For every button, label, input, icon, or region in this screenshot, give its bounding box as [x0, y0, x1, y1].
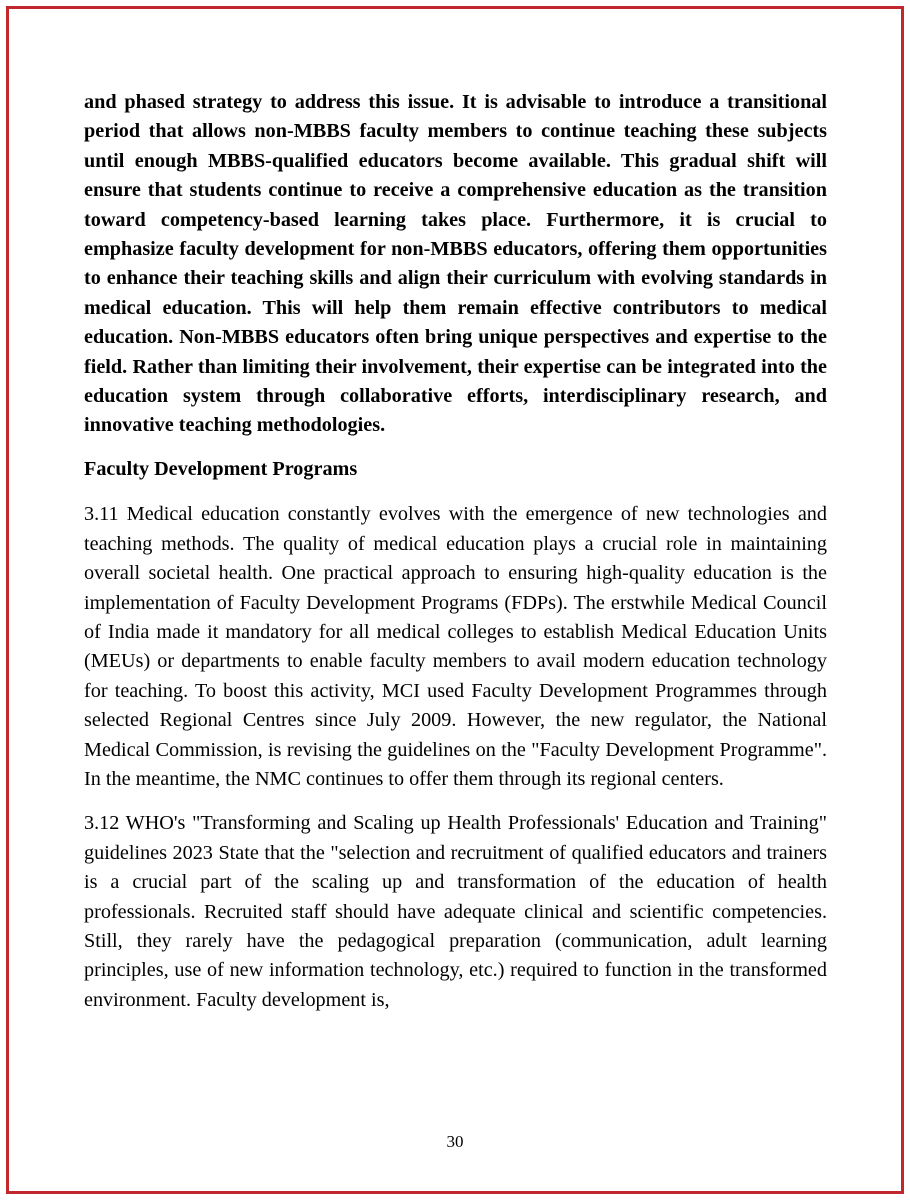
paragraph-3-12: 3.12 WHO's "Transforming and Scaling up Health Professionals' Education and Training" guidelines 2023 State that the "selection and recruitment of qualified educators and trainers is a crucial part of the scaling up and transformation of the education of health professionals. Recruited staff should have adequate clinical and scientific competencies. Still, they rarely have the pedagogical preparation (communication, adult learning principles, use of new information technology, etc.) required to function in the transformed environment. Faculty development is,	[84, 812, 827, 1011]
intro-paragraph: and phased strategy to address this issue. It is advisable to introduce a transitional period that allows non-MBBS faculty members to continue teaching these subjects until enough MBBS-qualified educators become available. This gradual shift will ensure that students continue to receive a comprehensive education as the transition toward competency-based learning takes place. Furthermore, it is crucial to emphasize faculty development for non-MBBS educators, offering them opportunities to enhance their teaching skills and align their curriculum with evolving standards in medical education. This will help them remain effective contributors to medical education. Non-MBBS educators often bring unique perspectives and expertise to the field. Rather than limiting their involvement, their expertise can be integrated into the education system through collaborative efforts, interdisciplinary research, and innovative teaching methodologies.	[84, 91, 827, 437]
document-body	[84, 88, 827, 1015]
section-heading: Faculty Development Programs	[84, 457, 358, 480]
paragraph-3-11: 3.11 Medical education constantly evolves with the emergence of new technologies and teaching methods. The quality of medical education plays a crucial role in maintaining overall societal health. One practical approach to ensuring high-quality education is the implementation of Faculty Development Programs (FDPs). The erstwhile Medical Council of India made it mandatory for all medical colleges to establish Medical Education Units (MEUs) or departments to enable faculty members to avail modern education technology for teaching. To boost this activity, MCI used Faculty Development Programmes through selected Regional Centres since July 2009. However, the new regulator, the National Medical Commission, is revising the guidelines on the "Faculty Development Programme". In the meantime, the NMC continues to offer them through its regional centers.	[84, 503, 827, 790]
page-number: 30	[446, 1132, 464, 1151]
